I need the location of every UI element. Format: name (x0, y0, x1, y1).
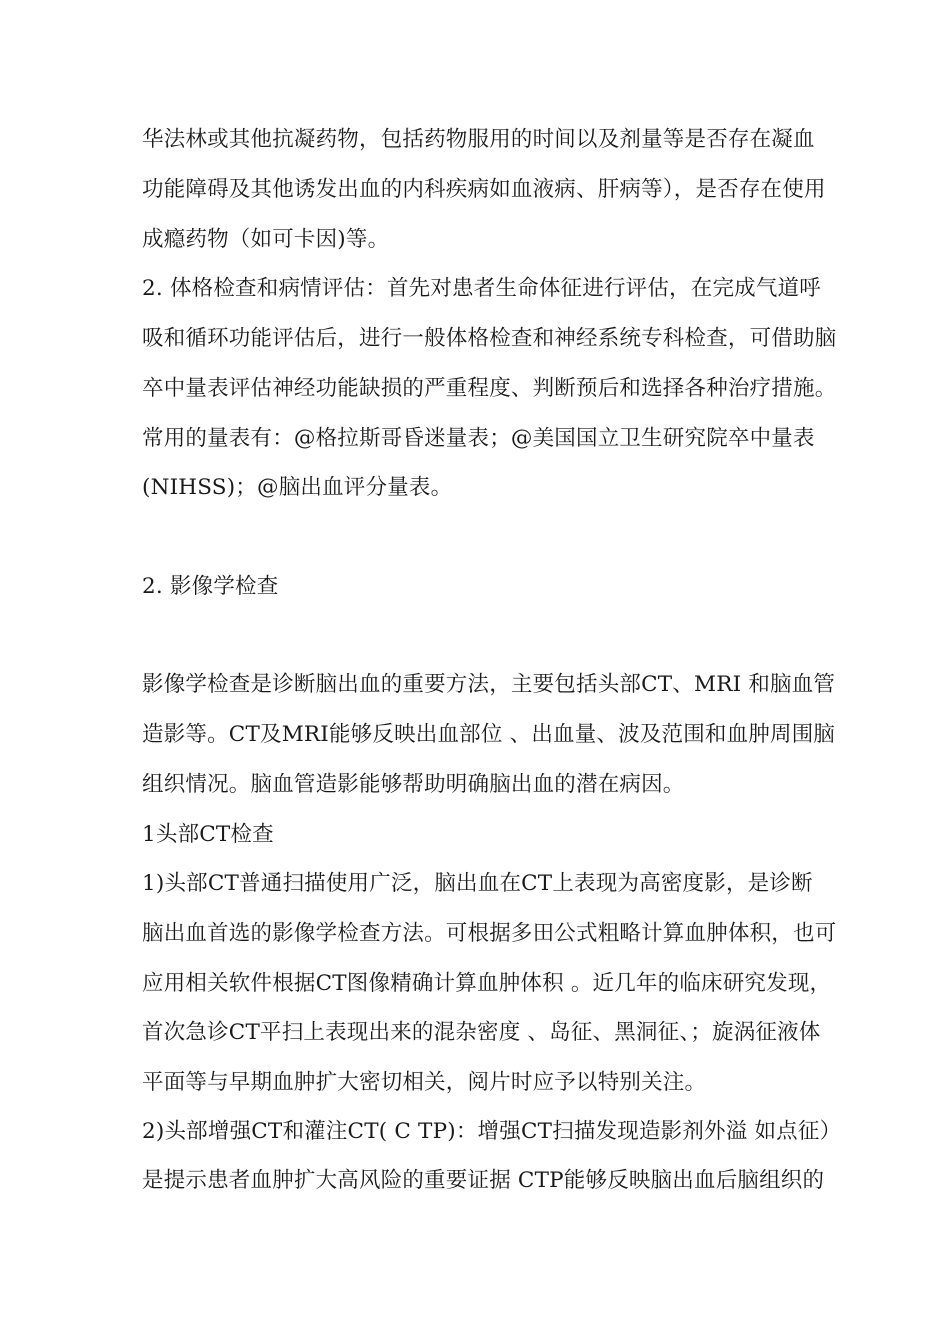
text-line: 卒中量表评估神经功能缺损的严重程度、判断预后和选择各种治疗措施。 (142, 376, 837, 401)
text-line: 功能障碍及其他诱发出血的内科疾病如血液病、肝病等），是否存在使用 (142, 177, 826, 202)
text-line: (NIHSS)；@脑出血评分量表。 (142, 475, 453, 500)
text-line: 1)头部CT普通扫描使用广泛，脑出血在CT上表现为高密度影，是诊断 (142, 871, 813, 896)
text-line: 应用相关软件根据CT图像精确计算血肿体积 。近几年的临床研究发现， (142, 971, 832, 996)
text-line: 造影等。CT及MRI能够反映出血部位 、出血量、波及范围和血肿周围脑 (142, 722, 836, 747)
text-line: 华法林或其他抗凝药物，包括药物服用的时间以及剂量等是否存在凝血 (142, 127, 815, 152)
text-line: 2)头部增强CT和灌注CT( C TP)：增强CT扫描发现造影剂外溢 如点征） (142, 1119, 842, 1144)
text-line: 2. 体格检查和病情评估：首先对患者生命体征进行评估，在完成气道呼 (142, 276, 821, 301)
text-line: 成瘾药物（如可卡因)等。 (142, 227, 390, 252)
subsection-heading: 1头部CT检查 (142, 822, 274, 847)
text-line: 是提示患者血肿扩大高风险的重要证据 CTP能够反映脑出血后脑组织的 (142, 1168, 825, 1193)
text-line: 平面等与早期血肿扩大密切相关，阅片时应予以特别关注。 (142, 1070, 707, 1095)
text-line: 脑出血首选的影像学检查方法。可根据多田公式粗略计算血肿体积，也可 (142, 921, 837, 946)
text-line: 影像学检查是诊断脑出血的重要方法，主要包括头部CT、MRI 和脑血管 (142, 672, 836, 697)
text-line: 常用的量表有：@格拉斯哥昏迷量表；@美国国立卫生研究院卒中量表 (142, 426, 815, 451)
section-heading: 2. 影像学检查 (142, 574, 279, 599)
text-line: 吸和循环功能评估后，进行一般体格检查和神经系统专科检查，可借助脑 (142, 326, 837, 351)
text-line: 首次急诊CT平扫上表现出来的混杂密度 、岛征、黑洞征、；旋涡征液体 (142, 1020, 821, 1045)
text-line: 组织情况。脑血管造影能够帮助明确脑出血的潜在病因。 (142, 772, 685, 797)
